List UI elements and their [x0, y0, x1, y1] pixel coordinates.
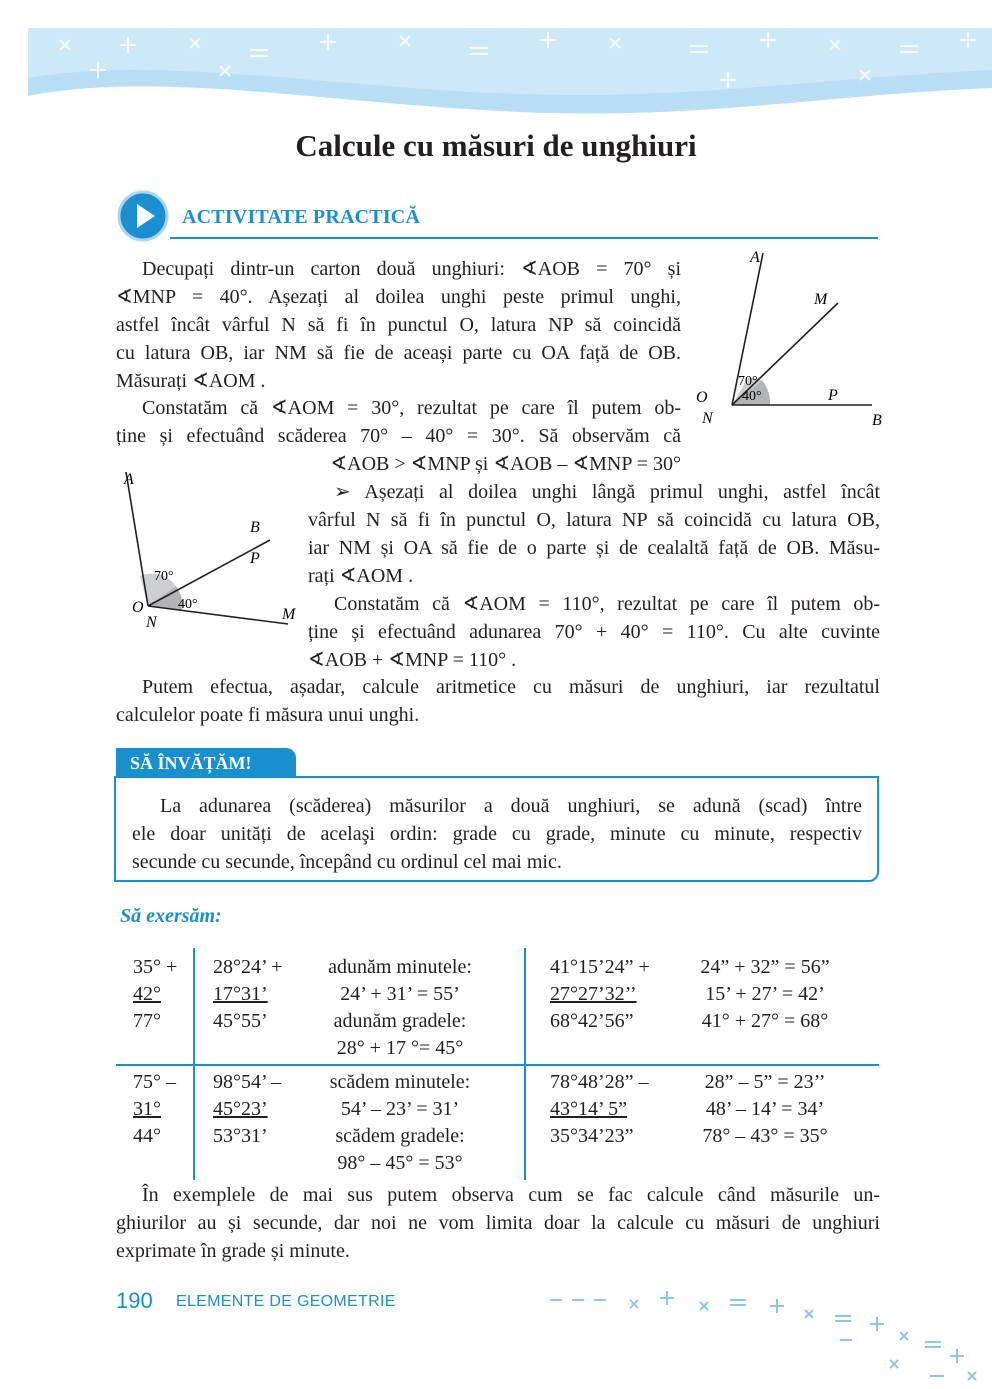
activity-title: ACTIVITATE PRACTICĂ [182, 206, 421, 228]
learn-header: SĂ ÎNVĂȚĂM! [116, 748, 296, 778]
play-icon [117, 190, 169, 242]
activity-divider [170, 237, 878, 239]
label-o: O [696, 389, 708, 406]
label-p: P [250, 550, 260, 567]
table-cell: 75° – 31° 44° [133, 1071, 176, 1147]
figure-angle-overlap [690, 248, 890, 433]
paragraph-6: În exemplele de mai sus putem observa cum se fac calcule când măsurile un- ghiurilor au și secunde, dar noi ne vom limita doar la calcule cu măsuri de unghiuri exprimate în grade și minute. [116, 1184, 880, 1262]
paragraph-5: Putem efectua, așadar, calcule aritmetice cu măsuri de unghiuri, iar rezultatul calculelor poate fi măsura unui unghi. [116, 676, 880, 726]
header-banner [0, 0, 992, 130]
figure-angle-adjacent [108, 462, 308, 637]
label-p: P [828, 387, 838, 404]
label-a: A [750, 249, 760, 266]
label-a: A [124, 471, 134, 488]
learn-text: La adunarea (scăderea) măsurilor a două unghiuri, se adună (scad) între ele doar unități de acelaşi ordin: grade cu grade, minute cu minute, respectiv secunde cu secunde, începând cu ordinul cel mai mic. [132, 795, 862, 873]
paragraph-4: Constatăm că ∢AOM = 110°, rezultat pe care îl putem ob- ține și efectuând adunarea 70° + 40° = 110°. Cu alte cuvinte ∢AOB + ∢MNP = 110° . [308, 593, 880, 671]
label-b: B [250, 519, 260, 536]
angle-label-70: 70° [154, 569, 174, 584]
table-hline [116, 1064, 879, 1066]
label-m: M [814, 291, 828, 308]
table-cell: 98°54’ – 45°23’ 53°31’ [213, 1071, 282, 1147]
footer-decoration [540, 1280, 992, 1389]
label-b: B [872, 412, 882, 429]
paragraph-3: ➢ Așezați al doilea unghi lângă primul unghi, astfel încât vârful N să fi în punctul O, latura NP să coincidă cu latura OB, iar NM și OA să fie de o parte și de cealaltă față de OB. Măsu- rați ∢AOM . [308, 481, 880, 587]
exercise-title: Să exersăm: [120, 905, 222, 927]
angle-label-70: 70° [738, 374, 758, 389]
table-cell: scădem minutele: 54’ – 23’ = 31’ scădem gradele: 98° – 45° = 53° [329, 1071, 471, 1174]
paragraph-2: Constatăm că ∢AOM = 30°, rezultat pe care îl putem ob- ține și efectuând scăderea 70° – 40° = 30°. Să observăm că ∢AOB > ∢MNP și ∢AOB – ∢MNP = 30° [116, 397, 681, 475]
page-title: Calcule cu măsuri de unghiuri [295, 128, 697, 163]
page-number: 190 [116, 1288, 153, 1313]
paragraph-1: Decupați dintr-un carton două unghiuri: ∢AOB = 70° și ∢MNP = 40°. Așezați al doilea unghi peste primul unghi, astfel încât vârful N să fi în punctul O, latura NP să coincidă cu latura OB, iar NM să fie de aceași parte cu OA față de OB. Măsurați ∢AOM . [116, 258, 681, 392]
table-cell: 78°48’28” – 43°14’ 5” 35°34’23” [550, 1071, 649, 1147]
label-m: M [282, 606, 296, 623]
label-o: O [132, 599, 144, 616]
table-cell: adunăm minutele: 24’ + 31’ = 55’ adunăm gradele: 28° + 17 °= 45° [328, 956, 472, 1059]
table-cell: 41°15’24” + 27°27’32’’ 68°42’56” [550, 956, 650, 1032]
table-cell: 35° + 42° 77° [133, 956, 178, 1032]
label-n: N [146, 614, 157, 631]
table-cell: 28°24’ + 17°31’ 45°55’ [213, 956, 283, 1032]
label-n: N [702, 410, 713, 427]
footer-title: ELEMENTE DE GEOMETRIE [176, 1293, 396, 1310]
table-cell: 28” – 5” = 23’’ 48’ – 14’ = 34’ 78° – 43° = 35° [702, 1071, 828, 1147]
angle-label-40: 40° [742, 389, 762, 404]
table-cell: 24” + 32” = 56” 15’ + 27’ = 42’ 41° + 27° = 68° [700, 956, 830, 1032]
angle-label-40: 40° [178, 597, 198, 612]
